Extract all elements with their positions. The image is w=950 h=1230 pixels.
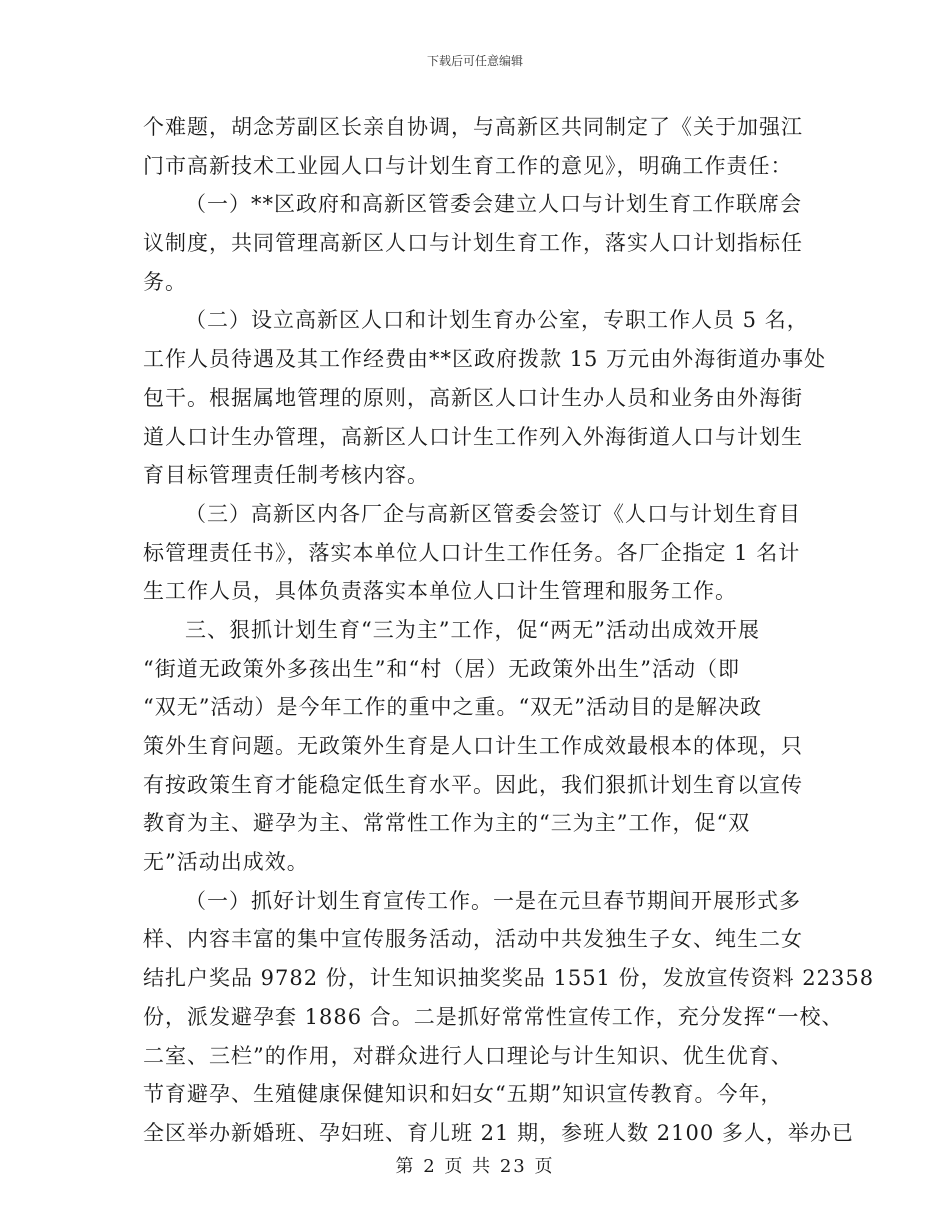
- text-line: 个难题，胡念芳副区长亲自协调，与高新区共同制定了《关于加强江: [143, 115, 803, 139]
- text-line: “双无”活动）是今年工作的重中之重。“双无”活动目的是解决政: [143, 695, 762, 720]
- text-line: 议制度，共同管理高新区人口与计划生育工作，落实人口计划指标任: [143, 231, 803, 256]
- text-line: 道人口计生办管理，高新区人口计生工作列入外海街道人口与计划生: [143, 424, 803, 449]
- document-body: [143, 108, 875, 1153]
- text-line: 育目标管理责任制考核内容。: [143, 463, 429, 488]
- header-note: 下载后可任意编辑: [426, 54, 523, 68]
- section-heading-line: 三、狠抓计划生育“三为主”工作，促“两无”活动出成效开展: [185, 617, 760, 642]
- text-line: 包干。根据属地管理的原则，高新区人口计生办人员和业务由外海街: [143, 385, 803, 410]
- text-line: 门市高新技术工业园人口与计划生育工作的意见》，明确工作责任：: [143, 153, 793, 178]
- text-line: 份，派发避孕套 1886 合。二是抓好常常性宣传工作，充分发挥“一校、: [143, 1004, 844, 1029]
- text-line: 无”活动出成效。: [143, 850, 309, 875]
- text-line: （一）**区政府和高新区管委会建立人口与计划生育工作联席会: [185, 192, 802, 217]
- text-line: （二）设立高新区人口和计划生育办公室，专职工作人员 5 名，: [185, 308, 809, 333]
- text-line: 策外生育问题。无政策外生育是人口计生工作成效最根本的体现，只: [143, 734, 803, 758]
- text-line: 二室、三栏”的作用，对群众进行人口理论与计生知识、优生优育、: [143, 1043, 793, 1068]
- text-line: 结扎户奖品 9782 份，计生知识抽奖奖品 1551 份，发放宣传资料 22358: [143, 966, 875, 991]
- text-line: （三）高新区内各厂企与高新区管委会签订《人口与计划生育目: [185, 501, 801, 526]
- text-line: 教育为主、避孕为主、常常性工作为主的“三为主”工作，促“双: [143, 811, 751, 836]
- text-line: 生工作人员，具体负责落实本单位人口计生管理和服务工作。: [143, 579, 737, 604]
- text-line: 标管理责任书》，落实本单位人口计生工作任务。各厂企指定 1 名计: [143, 540, 801, 565]
- page-footer: [0, 1156, 950, 1178]
- text-line: 全区举办新婚班、孕妇班、育儿班 21 期，参班人数 2100 多人，举办已: [143, 1120, 854, 1145]
- text-line: 务。: [143, 269, 187, 294]
- page-number: 第 2 页 共 23 页: [395, 1156, 555, 1177]
- text-line: “街道无政策外多孩出生”和“村（居）无政策外出生”活动（即: [143, 656, 740, 681]
- text-line: 样、内容丰富的集中宣传服务活动，活动中共发独生子女、纯生二女: [143, 927, 803, 952]
- page-header: [0, 53, 950, 69]
- text-line: 工作人员待遇及其工作经费由**区政府拨款 15 万元由外海街道办事处: [143, 347, 827, 372]
- text-line: 节育避孕、生殖健康保健知识和妇女“五期”知识宣传教育。今年，: [143, 1082, 783, 1107]
- text-line: 有按政策生育才能稳定低生育水平。因此，我们狠抓计划生育以宣传: [143, 772, 803, 797]
- text-line: （一）抓好计划生育宣传工作。一是在元旦春节期间开展形式多: [185, 888, 801, 913]
